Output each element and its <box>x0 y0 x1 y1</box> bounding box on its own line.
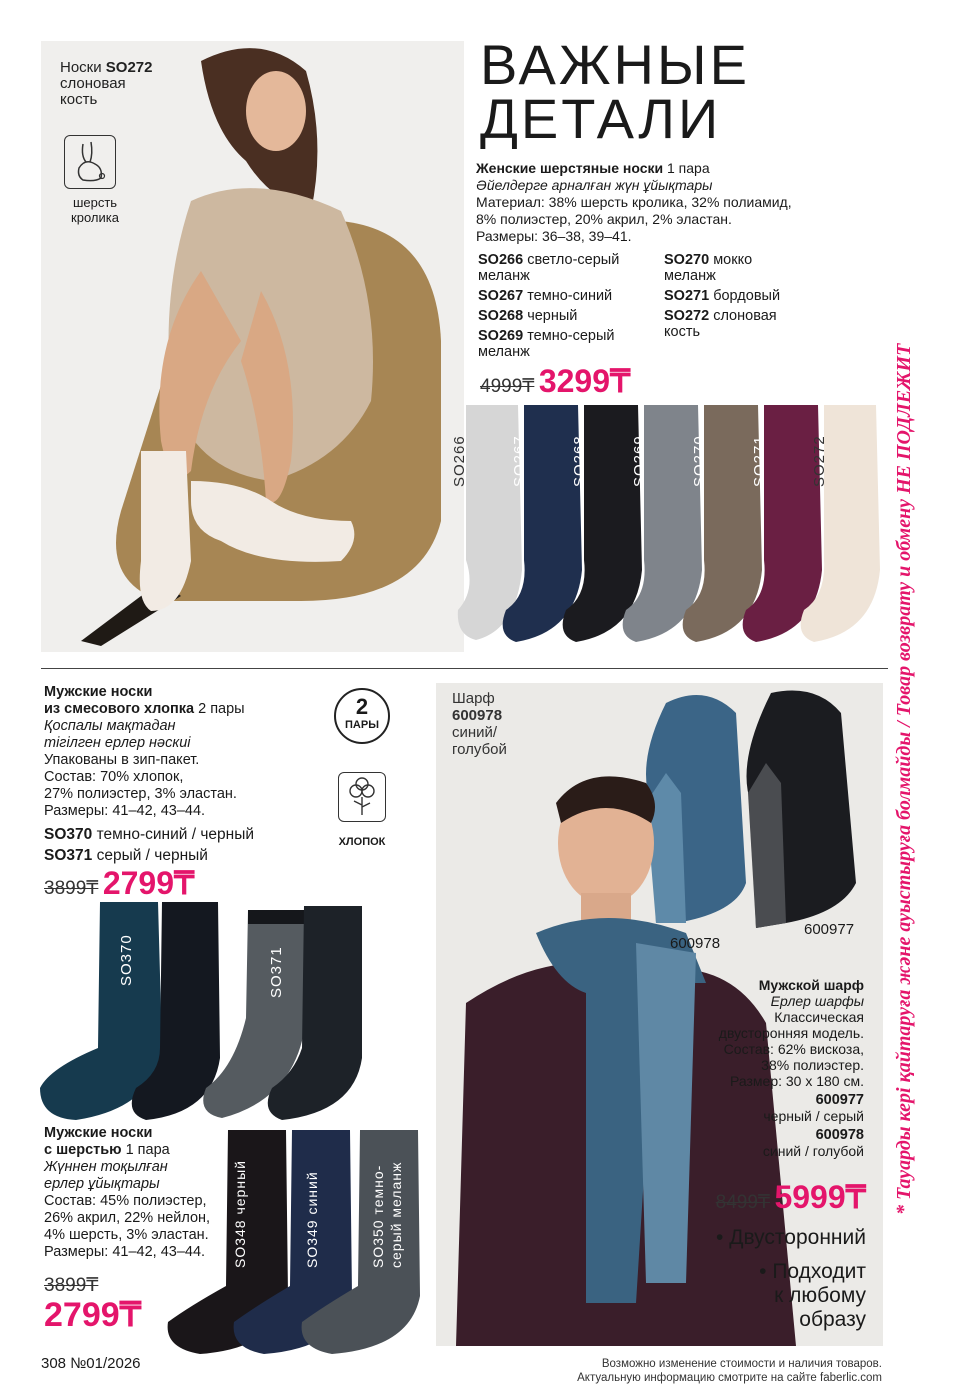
cotton-flower-icon <box>339 773 385 821</box>
women-variants-right: SO270 мокко меланж SO271 бордовый SO272 слоновая кость <box>664 252 781 340</box>
cotton-label: ХЛОПОК <box>338 836 386 848</box>
men-wool-price: 3899₸ 2799₸ <box>44 1275 142 1334</box>
section-divider <box>41 668 888 669</box>
scarf-label-600978: 600978 <box>670 935 721 952</box>
hero-photo <box>41 41 464 652</box>
sock-label-so371: SO371 <box>268 946 285 998</box>
page-number: 308 №01/2026 <box>41 1355 141 1372</box>
sock-label-so272: SO272 <box>811 435 828 487</box>
footer-note: Возможно изменение стоимости и наличия товаров. Актуальную информацию смотрите на сайте faberlic.com <box>577 1358 882 1384</box>
sock-label-so350-line2: серый меланж <box>388 1161 404 1268</box>
sock-label-so267: SO267 <box>511 435 528 487</box>
cotton-badge <box>338 772 386 822</box>
sock-label-so370: SO370 <box>118 934 135 986</box>
return-policy-note: * Тауарды кері қайтаруға және ауыстыруға болмайды / Товар возврату и обмену НЕ ПОДЛЕЖИТ <box>893 343 915 1215</box>
sock-label-so268: SO268 <box>571 435 588 487</box>
women-variants-left: SO266 светло-серый меланж SO267 темно-синий SO268 черный SO269 темно-серый меланж <box>478 252 620 360</box>
scarf-price: 8499₸ 5999₸ <box>715 1179 866 1215</box>
rabbit-badge-label: шерсть кролика <box>71 195 119 225</box>
scarf-caption: Шарф 600978 синий/ голубой <box>452 690 507 758</box>
men-cotton-price: 3899₸ 2799₸ <box>44 865 195 901</box>
men-cotton-info: Мужские носки из смесового хлопка 2 пары Қоспалы мақтадан тігілген ерлер нәскиі Упакованы в зип-пакет. Состав: 70% хлопок, 27% полиэстер, 3% эластан. Размеры: 41–42, 43–44. SO370 темно-синий / черный SO371 серый / черный <box>44 684 254 864</box>
feature-versatile: • Подходит к любому образу <box>759 1260 866 1331</box>
women-price: 4999₸ 3299₸ <box>480 363 631 399</box>
sock-label-so349: SO349 синий <box>304 1171 320 1268</box>
sock-label-so271: SO271 <box>751 435 768 487</box>
rabbit-badge <box>64 135 116 189</box>
sock-label-so269: SO269 <box>631 435 648 487</box>
women-socks-info: Женские шерстяные носки 1 пара Әйелдерге арналған жүн ұйықтары Материал: 38% шерсть кролика, 32% полиамид, 8% полиэстер, 20% акрил, 2% эластан. Размеры: 36–38, 39–41. <box>476 160 792 244</box>
men-cotton-socks-image <box>36 898 436 1124</box>
scarf-label-600977: 600977 <box>804 921 855 938</box>
sock-label-so350-line1: SO350 темно- <box>370 1164 386 1268</box>
rabbit-icon <box>65 136 115 188</box>
hero-caption: Носки SO272 слоновая кость <box>60 59 153 108</box>
page-heading: ВАЖНЫЕ ДЕТАЛИ <box>480 33 750 150</box>
sock-label-so266: SO266 <box>451 435 468 487</box>
feature-reversible: • Двусторонний <box>716 1226 866 1249</box>
sock-label-so270: SO270 <box>691 435 708 487</box>
sock-label-so348: SO348 черный <box>232 1160 248 1268</box>
scarf-info: Мужской шарф Ерлер шарфы Классическая двусторонняя модель. Состав: 62% вискоза, 38% полиэстер. Размер: 30 x 180 см. 600977 черный / серый 600978 синий / голубой <box>718 977 864 1159</box>
pairs-badge: 2 ПАРЫ <box>334 688 390 744</box>
men-wool-info: Мужские носки с шерстью 1 пара Жүннен тоқылған ерлер ұйықтары Состав: 45% полиэстер, 26% акрил, 22% нейлон, 4% шерсть, 3% эластан. Размеры: 41–42, 43–44. <box>44 1125 211 1260</box>
